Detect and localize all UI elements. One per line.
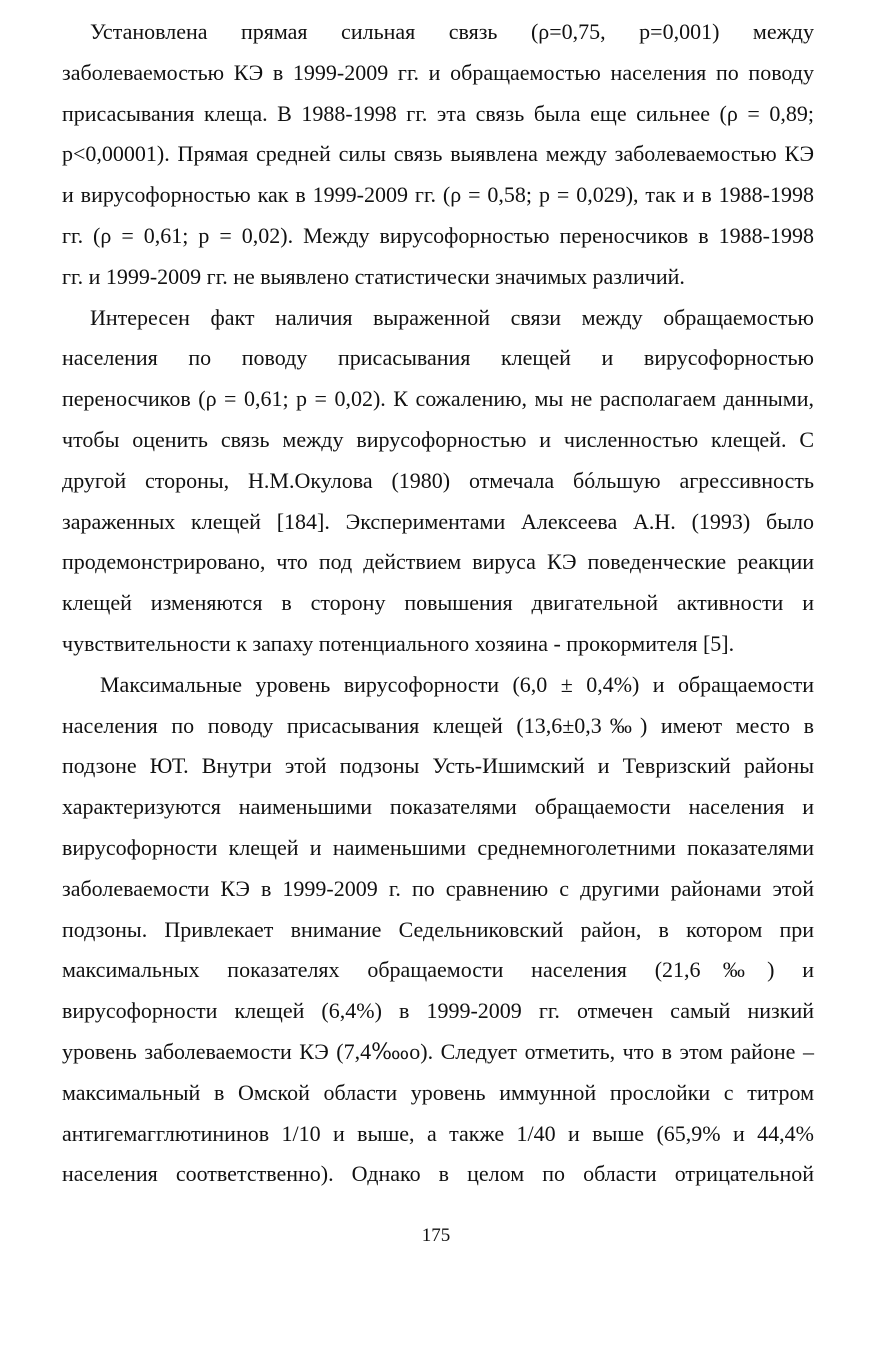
text-line: переносчиков (ρ = 0,61; p = 0,02). К сожалению, мы не располагаем данными, [62,386,814,412]
text-line: другой стороны, Н.М.Окулова (1980) отмечала бóльшую агрессивность [62,467,814,493]
text-line: подзоне ЮТ. Внутри этой подзоны Усть-Ишимский и Тевризский районы [62,753,814,779]
text-line: зараженных клещей [184]. Экспериментами Алексеева А.Н. (1993) было [62,508,814,534]
document-body [62,12,814,1195]
text-line: p<0,00001). Прямая средней силы связь выявлена между заболеваемостью КЭ [62,141,814,167]
paragraph-p1 [62,12,814,298]
paragraph-p3 [62,665,814,1195]
text-line: Максимальные уровень вирусофорности (6,0 ± 0,4%) и обращаемости [100,671,814,697]
document-page [62,12,814,1195]
page-number: 175 [421,1225,451,1246]
text-line: и вирусофорностью как в 1999-2009 гг. (ρ = 0,58; p = 0,029), так и в 1988-1998 [62,182,814,208]
text-line: уровень заболеваемости КЭ (7,4‱о). Следует отметить, что в этом районе – [62,1038,814,1064]
text-line: максимальный в Омской области уровень иммунной прослойки с титром [62,1079,814,1105]
text-line: чувствительности к запаху потенциального хозяина - прокормителя [5]. [62,630,735,656]
text-line: антигемагглютининов 1/10 и выше, а также 1/40 и выше (65,9% и 44,4% [62,1120,814,1146]
text-line: вирусофорности клещей и наименьшими среднемноголетними показателями [62,834,814,860]
text-line: Установлена прямая сильная связь (ρ=0,75, p=0,001) между [90,19,814,44]
text-line: вирусофорности клещей (6,4%) в 1999-2009 гг. отмечен самый низкий [62,998,814,1024]
text-line: населения соответственно). Однако в целом по области отрицательной [62,1161,814,1187]
text-line: заболеваемости КЭ в 1999-2009 г. по сравнению с другими районами этой [62,875,814,901]
text-line: продемонстрировано, что под действием вируса КЭ поведенческие реакции [62,549,814,575]
text-line: клещей изменяются в сторону повышения двигательной активности и [62,590,814,616]
paragraph-p2 [62,298,814,665]
text-line: гг. (ρ = 0,61; p = 0,02). Между вирусофорностью переносчиков в 1988-1998 [62,222,814,248]
text-line: подзоны. Привлекает внимание Седельниковский район, в котором при [62,916,814,942]
text-line: чтобы оценить связь между вирусофорностью и численностью клещей. С [62,426,814,452]
text-line: заболеваемостью КЭ в 1999-2009 гг. и обращаемостью населения по поводу [62,59,814,85]
text-line: максимальных показателях обращаемости населения (21,6‰) и [62,957,814,983]
text-line: характеризуются наименьшими показателями обращаемости населения и [62,794,814,820]
text-line: населения по поводу присасывания клещей и вирусофорностью [62,345,814,371]
text-line: населения по поводу присасывания клещей (13,6±0,3‰) имеют место в [62,712,814,738]
text-line: гг. и 1999-2009 гг. не выявлено статистически значимых различий. [62,263,685,289]
text-line: Интересен факт наличия выраженной связи между обращаемостью [90,304,814,330]
text-line: присасывания клеща. В 1988-1998 гг. эта связь была еще сильнее (ρ = 0,89; [62,100,814,126]
